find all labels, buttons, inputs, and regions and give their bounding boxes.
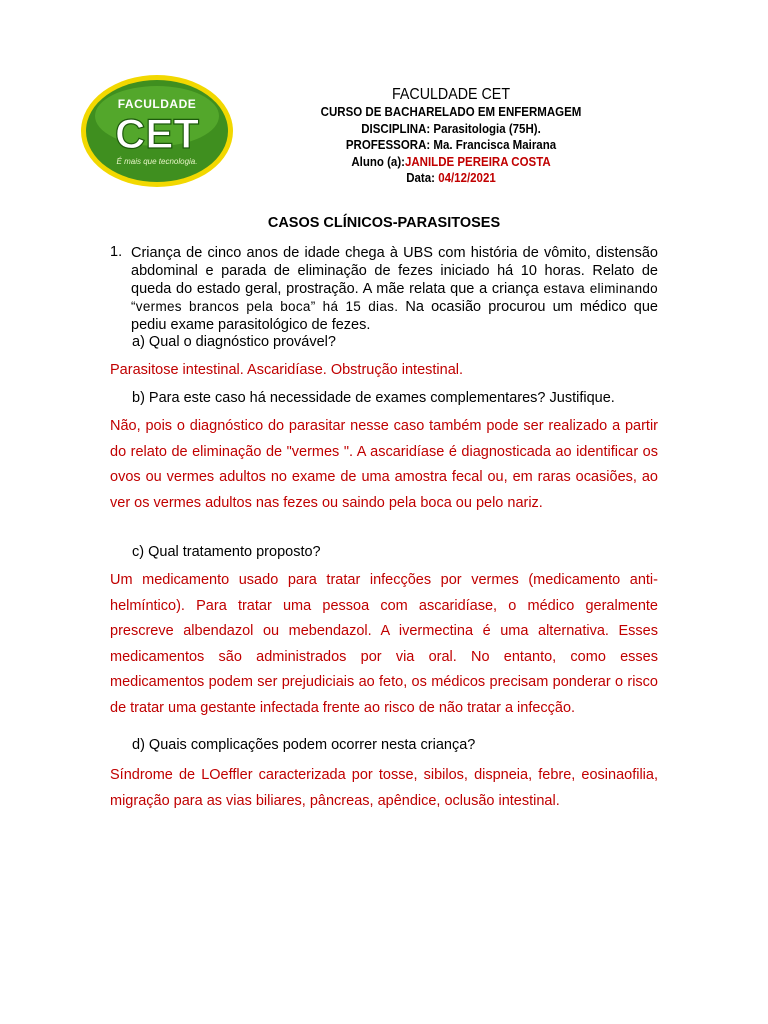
course-name: CURSO DE BACHARELADO EM ENFERMAGEM bbox=[320, 105, 582, 119]
question-b: b) Para este caso há necessidade de exames complementares? Justifique. bbox=[132, 390, 615, 406]
date-line bbox=[284, 170, 617, 187]
student-name: JANILDE PEREIRA COSTA bbox=[404, 154, 551, 169]
logo-main-text: CET bbox=[115, 110, 199, 157]
institution-name: FACULDADE CET bbox=[391, 86, 511, 103]
faculdade-cet-logo bbox=[80, 74, 234, 188]
case-text-b: estava eliminando “vermes brancos pela boca” há 15 dias. bbox=[131, 281, 658, 314]
case-text-a: Criança de cinco anos de idade chega à UBS com história de vômito, distensão abdominal e parada de eliminação de fezes iniciado há 10 horas. Relato de queda do estado geral, prostração. A mãe relata que a criança bbox=[131, 245, 658, 297]
student-label: Aluno (a): bbox=[351, 154, 405, 169]
case-description bbox=[131, 244, 658, 334]
answer-b: Não, pois o diagnóstico do parasitar nesse caso também pode ser realizado a partir do relato de eliminação de "vermes ". A ascaridíase é diagnosticada ao identificar os ovos ou vermes adultos no exame de uma amostra fecal ou, em raras ocasiões, ao ver os vermes adultos nas fezes ou saindo pela boca ou pelo nariz. bbox=[110, 418, 658, 511]
discipline: DISCIPLINA: Parasitologia (75H). bbox=[361, 121, 541, 136]
answer-c: Um medicamento usado para tratar infecções por vermes (medicamento anti-helmíntico). Para tratar uma pessoa com ascaridíase, o médico geralmente prescreve albendazol ou mebendazol. A ivermectina é uma alternativa. Esses medicamentos são administrados por via oral. No entanto, como esses medicamentos podem ser prejudiciais ao feto, os médicos precisam ponderar o risco de tratar uma gestante infectada frente ao risco de não tratar a infecção. bbox=[110, 572, 658, 716]
date-label: Data: bbox=[406, 171, 439, 185]
question-d: d) Quais complicações podem ocorrer nesta criança? bbox=[132, 737, 476, 753]
document-header bbox=[270, 86, 632, 187]
question-a: a) Qual o diagnóstico provável? bbox=[132, 334, 336, 350]
case-number: 1. bbox=[110, 244, 123, 260]
answer-d: Síndrome de LOeffler caracterizada por tosse, sibilos, dispneia, febre, eosinaofilia, migração para as vias biliares, pâncreas, apêndice, oclusão intestinal. bbox=[110, 767, 658, 809]
case-text-c: Na ocasião procurou um médico que pediu exame parasitológico de fezes. bbox=[131, 299, 658, 333]
student-line bbox=[284, 154, 617, 171]
date-value: 04/12/2021 bbox=[438, 171, 496, 185]
logo-top-text: FACULDADE bbox=[117, 97, 197, 111]
answer-a: Parasitose intestinal. Ascaridíase. Obstrução intestinal. bbox=[110, 362, 464, 378]
case-1 bbox=[110, 244, 658, 334]
logo-tagline: É mais que tecnologia. bbox=[116, 157, 198, 166]
page-title: CASOS CLÍNICOS-PARASITOSES bbox=[267, 215, 501, 231]
question-c: c) Qual tratamento proposto? bbox=[132, 544, 321, 560]
professor: PROFESSORA: Ma. Francisca Mairana bbox=[345, 138, 557, 152]
